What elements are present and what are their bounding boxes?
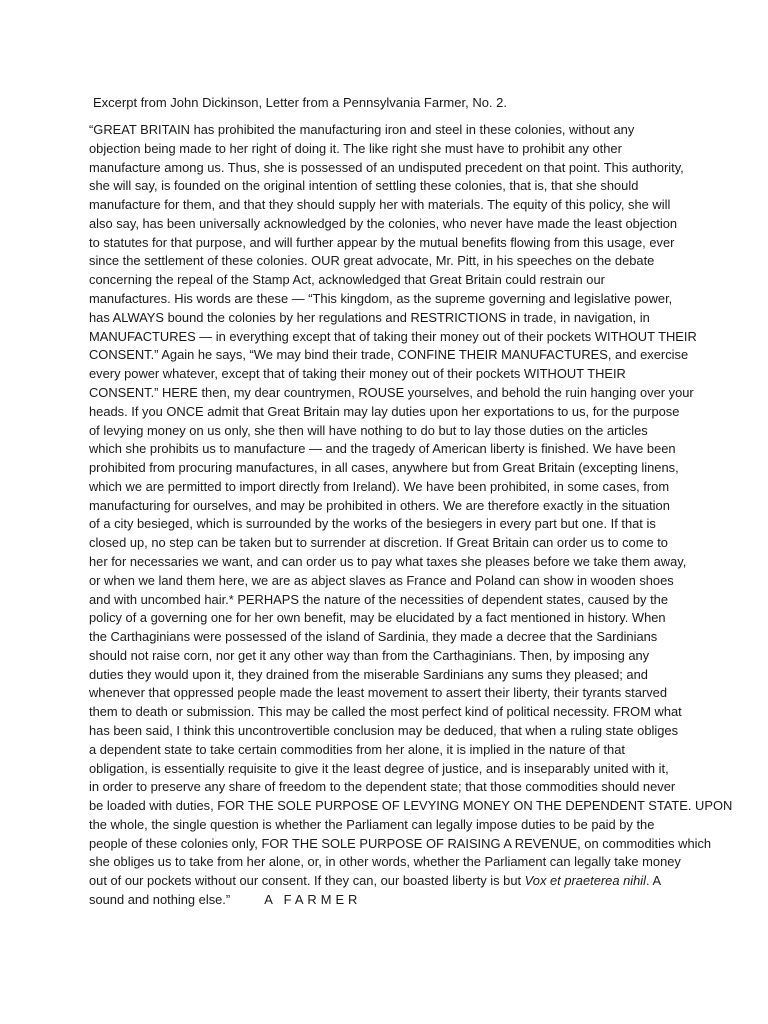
- body-line: objection being made to her right of doing it. The like right she must have to prohibit any other: [89, 140, 622, 156]
- body-line: has ALWAYS bound the colonies by her regulations and RESTRICTIONS in trade, in navigation, in: [89, 309, 650, 325]
- body-line: which we are permitted to import directly from Ireland). We have been prohibited, in some cases, from: [89, 478, 670, 494]
- body-line: should not raise corn, nor get it any other way than from the Carthaginians. Then, by imposing any: [89, 647, 650, 663]
- body-line: in order to preserve any share of freedom to the dependent state; that those commodities should never: [89, 779, 676, 795]
- body-line: be loaded with duties, FOR THE SOLE PURPOSE OF LEVYING MONEY ON THE DEPENDENT STATE. UPON: [89, 798, 733, 814]
- body-line: CONSENT.” HERE then, my dear countrymen, ROUSE yourselves, and behold the ruin hanging over your: [89, 384, 694, 400]
- body-line: MANUFACTURES — in everything except that of taking their money out of their pockets WITHOUT THEIR: [89, 328, 697, 344]
- closing-line: [89, 891, 689, 910]
- body-line: people of these colonies only, FOR THE SOLE PURPOSE OF RAISING A REVENUE, on commodities which: [89, 835, 712, 851]
- body-line: every power whatever, except that of taking their money out of their pockets WITHOUT THEIR: [89, 366, 626, 382]
- body-line: manufacture among us. Thus, she is possessed of an undisputed precedent on that point. This authority,: [89, 159, 684, 175]
- latin-phrase: Vox et praeterea nihil: [524, 873, 647, 889]
- letter-body: [89, 121, 733, 910]
- signature: A FARMER: [264, 892, 362, 908]
- body-line: her for necessaries we want, and can order us to pay what taxes she pleases before we take them away,: [89, 553, 687, 569]
- body-line: which she prohibits us to manufacture — and the tragedy of American liberty is finished. We have been: [89, 441, 676, 457]
- body-line: prohibited from procuring manufactures, in all cases, anywhere but from Great Britain (excepting linens,: [89, 460, 679, 476]
- body-line: she obliges us to take from her alone, or, in other words, whether the Parliament can legally take money: [89, 854, 681, 870]
- body-line: the whole, the single question is whether the Parliament can legally impose duties to be paid by the: [89, 816, 655, 832]
- body-line: since the settlement of these colonies. OUR great advocate, Mr. Pitt, in his speeches on the debate: [89, 253, 655, 269]
- body-line: manufactures. His words are these — “This kingdom, as the supreme governing and legislative power,: [89, 291, 673, 307]
- body-line: the Carthaginians were possessed of the island of Sardinia, they made a decree that the Sardinians: [89, 629, 658, 645]
- document-heading: Excerpt from John Dickinson, Letter from a Pennsylvania Farmer, No. 2.: [93, 95, 508, 110]
- closing-text: sound and nothing else.”: [89, 892, 231, 908]
- body-line: also say, has been universally acknowledged by the colonies, who never have made the least objection: [89, 215, 678, 231]
- body-line: policy of a governing one for her own benefit, may be elucidated by a fact mentioned in history. When: [89, 610, 666, 626]
- body-line: them to death or submission. This may be called the most perfect kind of political necessity. FROM what: [89, 704, 682, 720]
- latin-line-suffix: . A: [646, 873, 662, 889]
- body-line: CONSENT.” Again he says, “We may bind their trade, CONFINE THEIR MANUFACTURES, and exercise: [89, 347, 689, 363]
- body-line: manufacturing for ourselves, and may be prohibited in others. We are therefore exactly in the situation: [89, 497, 670, 513]
- body-line: of levying money on us only, she then will have nothing to do but to lay those duties on the articles: [89, 422, 648, 438]
- body-line: of a city besieged, which is surrounded by the works of the besiegers in every part but one. If that is: [89, 516, 656, 532]
- body-line: or when we land them here, we are as abject slaves as France and Poland can show in wooden shoes: [89, 572, 674, 588]
- body-line: and with uncombed hair.* PERHAPS the nature of the necessities of dependent states, caused by the: [89, 591, 669, 607]
- body-line: whenever that oppressed people made the least movement to assert their liberty, their tyrants starved: [89, 685, 667, 701]
- body-line: a dependent state to take certain commodities from her alone, it is implied in the nature of that: [89, 741, 625, 757]
- body-line: heads. If you ONCE admit that Great Britain may lay duties upon her exportations to us, for the purpose: [89, 403, 680, 419]
- body-line-latin: [89, 872, 689, 891]
- body-line: she will say, is founded on the original intention of settling these colonies, that is, that she should: [89, 178, 639, 194]
- body-line: manufacture for them, and that they should supply her with materials. The equity of this policy, she will: [89, 197, 671, 213]
- body-line: to statutes for that purpose, and will further appear by the mutual benefits flowing from this usage, ever: [89, 234, 675, 250]
- body-line: obligation, is essentially requisite to give it the least degree of justice, and is inseparably united with it,: [89, 760, 669, 776]
- latin-line-prefix: out of our pockets without our consent. If they can, our boasted liberty is but: [89, 873, 525, 889]
- body-line: concerning the repeal of the Stamp Act, acknowledged that Great Britain could restrain our: [89, 272, 605, 288]
- body-line: closed up, no step can be taken but to surrender at discretion. If Great Britain can order us to come to: [89, 535, 668, 551]
- body-line: has been said, I think this uncontrovertible conclusion may be deduced, that when a ruling state obliges: [89, 723, 679, 738]
- body-line: duties they would upon it, they drained from the miserable Sardinians any sums they pleased; and: [89, 666, 648, 682]
- body-line: “GREAT BRITAIN has prohibited the manufacturing iron and steel in these colonies, without any: [89, 122, 635, 137]
